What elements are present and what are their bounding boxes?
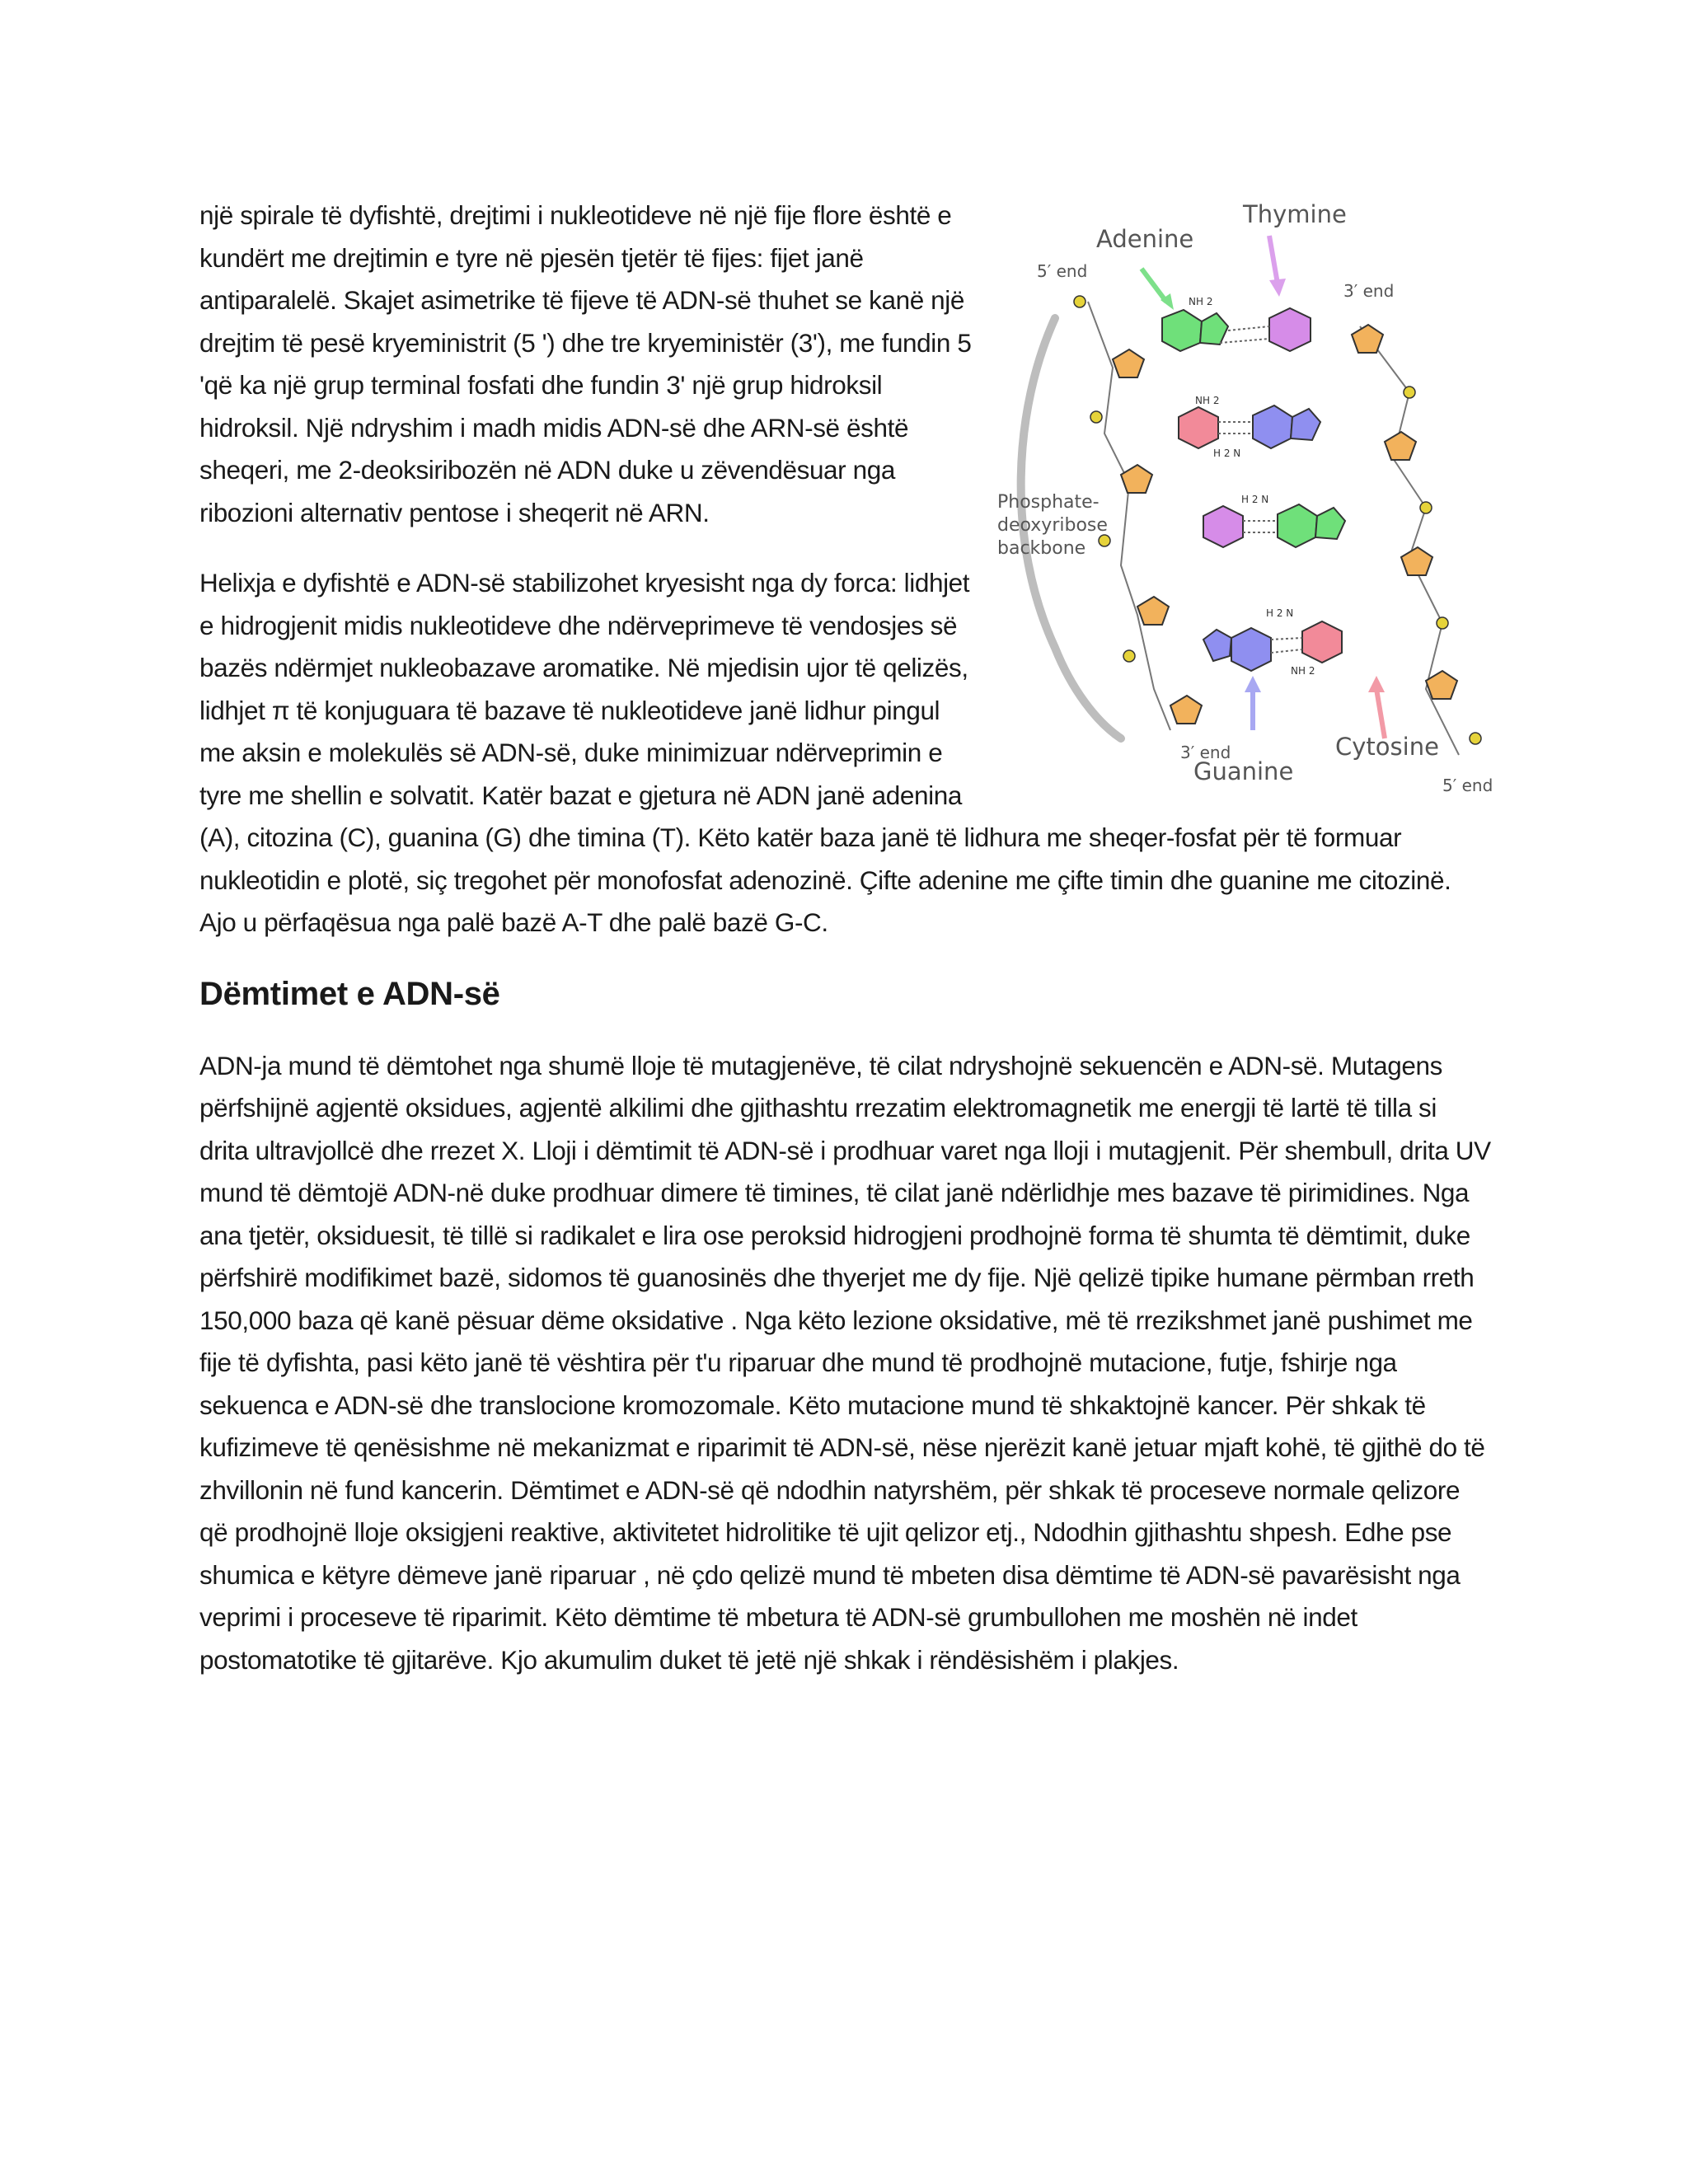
h2n-label-1: H 2 N — [1241, 494, 1269, 505]
cytosine-ring — [1179, 407, 1218, 448]
three-end-label-bottom: 3′ end — [1180, 743, 1231, 762]
five-end-label-top: 5′ end — [1037, 261, 1088, 281]
backbone-label-1: Phosphate- — [997, 492, 1100, 513]
five-end-label-bottom: 5′ end — [1442, 776, 1493, 795]
section-heading: Dëmtimet e ADN-së — [199, 975, 500, 1012]
dna-diagram — [997, 194, 1508, 801]
base-pair-thymine-adenine — [1203, 504, 1345, 547]
thymine-ring-2 — [1203, 506, 1243, 547]
cytosine-ring-2 — [1302, 621, 1342, 663]
guanine-ring-2 — [1291, 409, 1320, 440]
thymine-ring — [1269, 308, 1311, 351]
backbone-label-3: backbone — [997, 538, 1086, 559]
thymine-label: Thymine — [1243, 200, 1347, 228]
dna-structure-figure — [997, 194, 1508, 801]
nh2-label-3: NH 2 — [1291, 665, 1315, 677]
adenine-ring-4 — [1315, 508, 1345, 539]
guanine-ring-4 — [1231, 628, 1271, 671]
nh2-label-1: NH 2 — [1189, 296, 1213, 307]
three-end-label-top: 3′ end — [1343, 281, 1395, 301]
base-pair-guanine-cytosine-2 — [1203, 621, 1342, 671]
cytosine-label: Cytosine — [1335, 733, 1439, 761]
guanine-label: Guanine — [1193, 757, 1294, 785]
adenine-ring — [1162, 310, 1202, 351]
backbone-label-2: deoxyribose — [997, 515, 1108, 536]
adenine-label: Adenine — [1096, 225, 1194, 253]
paragraph-3: ADN-ja mund të dëmtohet nga shumë lloje të mutagjenëve, të cilat ndryshojnë sekuencën e ADN-së. Mutagens përfshijnë agjentë oksidues, agjentë alkilimi dhe gjithashtu rrezatim elektromagnetik me energji të lartë të tilla si drita ultravjollcë dhe rrezet X. Lloji i dëmtimit të ADN-së i prodhuar varet nga lloji i mutagjenit. Për shembull, drita UV mund të dëmtojë ADN-në duke prodhuar dimere të timines, të cilat janë ndërlidhje mes bazave të pirimidines. Nga ana tjetër, oksiduesit, të tillë si radikalet e lira ose peroksid hidrogjeni prodhojnë forma të shumta të dëmtimit, duke përfshirë modifikimet bazë, sidomos të guanosinës dhe thyerjet me dy fije. Një qelizë tipike humane përmban rreth 150,000 baza që kanë pësuar dëme oksidative . Nga këto lezione oksidative, më të rrezikshmet janë pushimet me fije të dyfishta, pasi këto janë të vështira për t'u riparuar dhe mund të prodhojnë mutacione, futje, fshirje nga sekuenca e ADN-së dhe translocione kromozomale. Këto mutacione mund të shkaktojnë kancer. Për shkak të kufizimeve të qenësishme në mekanizmat e riparimit të ADN-së, nëse njerëzit kanë jetuar mjaft kohë, të gjithë do të zhvillonin në fund kancerin. Dëmtimet e ADN-së që ndodhin natyrshëm, për shkak të proceseve normale qelizore që prodhojnë lloje oksigjeni reaktive, aktivitetet hidrolitike të ujit qelizor etj., Ndodhin gjithashtu shpesh. Edhe pse shumica e këtyre dëmeve janë riparuar , në çdo qelizë mund të mbeten disa dëmtime të ADN-së pavarësisht nga veprimi i proceseve të riparimit. Këto dëmtime të mbetura të ADN-së grumbullohen me moshën në indet postomatotike të gjitarëve. Kjo akumulim duket të jetë një shkak i rëndësishëm i plakjes. — [199, 1050, 1491, 1675]
nh2-label-2: NH 2 — [1195, 395, 1220, 406]
h2n-label-3: H 2 N — [1266, 607, 1294, 619]
base-pair-adenine-thymine — [1162, 308, 1311, 351]
paragraph-2: Helixja e dyfishtë e ADN-së stabilizohet kryesisht nga dy forca: lidhjet e hidrogjenit midis nukleotideve dhe ndërveprimeve të vendosjes së bazës ndërmjet nukleobazave aromatike. Në mjedisin ujor të qelizës, lidhjet π të konjuguara të bazave të nukleotideve janë lidhur pingul me aksin e molekulës së ADN-së, duke minimizuar ndërveprimin e tyre me shellin e solvatit. Katër bazat e gjetura në ADN janë adenina (A), citozina (C), guanina (G) dhe timina (T). Këto katër baza janë të lidhura me sheqer-fosfat për të formuar nukleotidin e plotë, siç tregohet për monofosfat adenozinë. Çifte adenine me çifte timin dhe guanine me citozinë. Ajo u përfaqësua nga palë bazë A-T dhe palë bazë G-C. — [199, 568, 1451, 937]
adenine-ring-3 — [1278, 504, 1317, 547]
h2n-label-2: H 2 N — [1213, 448, 1241, 459]
adenine-ring-2 — [1200, 313, 1228, 344]
document-content — [199, 194, 1492, 1709]
guanine-ring — [1253, 405, 1292, 448]
base-pair-cytosine-guanine-1 — [1179, 405, 1320, 448]
guanine-ring-3 — [1203, 630, 1231, 661]
paragraph-1: një spirale të dyfishtë, drejtimi i nukleotideve në një fije flore është e kundërt me drejtimin e tyre në pjesën tjetër të fijes: fijet janë antiparalelë. Skajet asimetrike të fijeve të ADN-së thuhet se kanë një drejtim të pesë kryeministrit (5 ') dhe tre kryeministër (3'), me fundin 5 'që ka një grup terminal fosfati dhe fundin 3' një grup hidroksil hidroksil. Një ndryshim i madh midis ADN-së dhe ARN-së është sheqeri, me 2-deoksiribozën në ADN duke u zëvendësuar nga ribozioni alternativ pentose i sheqerit në ARN. — [199, 200, 972, 527]
